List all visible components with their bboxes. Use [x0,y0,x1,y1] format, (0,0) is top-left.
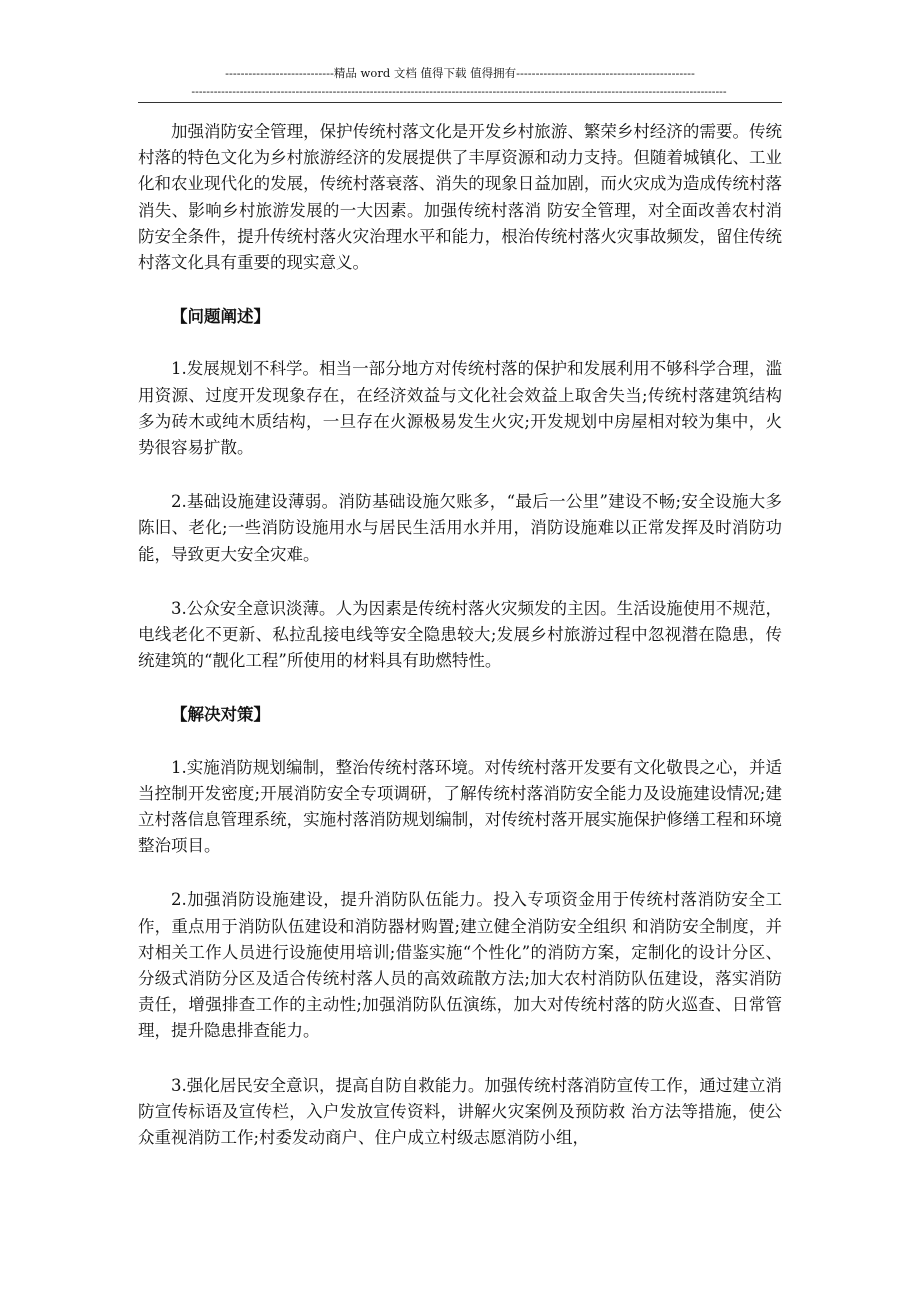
header-divider [138,102,782,103]
section-heading-problems: 【问题阐述】 [171,307,270,327]
header-banner-text: ----------------------------精品 word 文档 值得下载 值得拥有---------------------------------------------- [225,66,695,80]
intro-paragraph: 加强消防安全管理，保护传统村落文化是开发乡村旅游、繁荣乡村经济的需要。传统村落的特色文化为乡村旅游经济的发展提供了丰厚资源和动力支持。但随着城镇化、工业化和农业现代化的发展，传统村落衰落、消失的现象日益加剧，而火灾成为造成传统村落消失、影响乡村旅游发展的一大因素。加强传统村落消 防安全管理，对全面改善农村消防安全条件，提升传统村落火灾治理水平和能力，根治传统村落火灾事故频发，留住传统村落文化具有重要的现实意义。 [138,122,782,273]
problem-paragraph-3: 3.公众安全意识淡薄。人为因素是传统村落火灾频发的主因。生活设施使用不规范，电线老化不更新、私拉乱接电线等安全隐患较大;发展乡村旅游过程中忽视潜在隐患，传统建筑的“靓化工程”所使用的材料具有助燃特性。 [138,598,782,671]
header-dashed-line: ------------------------------------------------------------------------------------------------------------------------------------------------ [191,86,727,98]
solution-paragraph-1: 1.实施消防规划编制，整治传统村落环境。对传统村落开发要有文化敬畏之心，并适当控制开发密度;开展消防安全专项调研，了解传统村落消防安全能力及设施建设情况;建立村落信息管理系统，实施村落消防规划编制，对传统村落开展实施保护修缮工程和环境整治项目。 [138,757,782,856]
solution-paragraph-2: 2.加强消防设施建设，提升消防队伍能力。投入专项资金用于传统村落消防安全工作，重点用于消防队伍建设和消防器材购置;建立健全消防安全组织 和消防安全制度，并对相关工作人员进行设施使用培训;借鉴实施“个性化”的消防方案，定制化的设计分区、分级式消防分区及适合传统村落人员的高效疏散方法;加大农村消防队伍建设，落实消防责任，增强排查工作的主动性;加强消防队伍演练，加大对传统村落的防火巡查、日常管理，提升隐患排查能力。 [138,890,782,1041]
problem-paragraph-1: 1.发展规划不科学。相当一部分地方对传统村落的保护和发展利用不够科学合理，滥用资源、过度开发现象存在，在经济效益与文化社会效益上取舍失当;传统村落建筑结构多为砖木或纯木质结构，一旦存在火源极易发生火灾;开发规划中房屋相对较为集中，火势很容易扩散。 [138,359,782,458]
section-heading-solutions: 【解决对策】 [171,705,270,725]
solution-paragraph-3: 3.强化居民安全意识，提高自防自救能力。加强传统村落消防宣传工作，通过建立消防宣传标语及宣传栏，入户发放宣传资料，讲解火灾案例及预防救 治方法等措施，使公众重视消防工作;村委发动商户、住户成立村级志愿消防小组， [138,1075,782,1148]
problem-paragraph-2: 2.基础设施建设薄弱。消防基础设施欠账多，“最后一公里”建设不畅;安全设施大多陈旧、老化;一些消防设施用水与居民生活用水并用，消防设施难以正常发挥及时消防功能，导致更大安全灾难。 [138,492,782,564]
document-body [138,119,782,1179]
